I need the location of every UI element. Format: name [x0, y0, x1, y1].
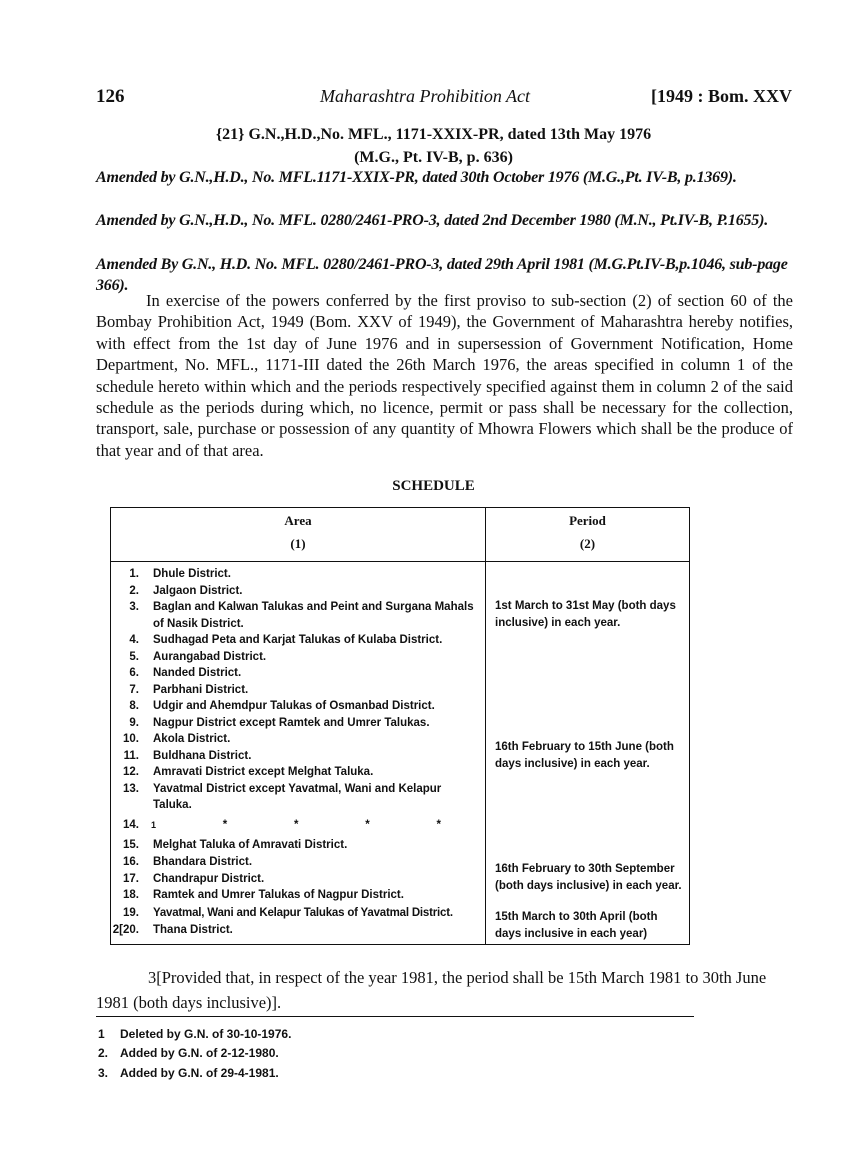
footnote-text: Added by G.N. of 2-12-1980. — [120, 1046, 279, 1060]
row-area: Dhule District. — [153, 568, 231, 580]
row-number: 2[20. — [112, 923, 139, 936]
notification-body: In exercise of the powers conferred by the first proviso to sub-section (2) of section 60 of the Bombay Prohibition Act, 1949 (Bom. XXV of 1949), the Government of Maharashtra hereby notifies, with effect from the 1st day of June 1976 and in supersession of Government Notification, Home Department, No. MFL., 1171-III dated the 26th March 1976, the areas specified in column 1 of the schedule hereto within which and the periods respectively specified against them in column 2 of the said schedule as the periods during which, no licence, permit or pass shall be necessary for the collection, transport, sale, purchase or possession of any quantity of Mhowra Flowers which shall be the produce of that year and of that area. — [96, 291, 793, 460]
row-number: 8. — [129, 700, 139, 712]
footnote — [98, 1046, 279, 1060]
omission-marks — [151, 817, 441, 834]
column-divider — [485, 508, 486, 944]
row-area: Ramtek and Umrer Talukas of Nagpur District. — [153, 889, 404, 901]
footnote — [98, 1027, 291, 1041]
column-number-period: (2) — [579, 536, 596, 551]
footnote-text: Added by G.N. of 29-4-1981. — [120, 1066, 279, 1080]
star-icon: * — [294, 819, 299, 831]
row-area: Jalgaon District. — [153, 584, 243, 597]
row-area: Nagpur District except Ramtek and Umrer Talukas. — [153, 716, 430, 729]
row-number: 11. — [123, 749, 139, 762]
footnote-text: Deleted by G.N. of 30-10-1976. — [120, 1027, 292, 1041]
period-cell: 16th February to 15th June (both days inclusive) in each year. — [495, 741, 674, 770]
row-number: 6. — [129, 667, 139, 679]
period-cell: 16th February to 30th September (both days inclusive) in each year. — [495, 863, 682, 892]
row-number: 14. — [123, 819, 139, 831]
period-cell: 15th March to 30th April (both days inclusive in each year) — [495, 911, 658, 940]
row-number: 15. — [123, 839, 139, 851]
row-number: 13. — [123, 782, 139, 795]
row-number: 3. — [129, 601, 139, 613]
row-number: 1. — [129, 568, 139, 580]
row-area: Udgir and Ahemdpur Talukas of Osmanbad District. — [153, 700, 435, 712]
row-number: 17. — [123, 872, 139, 885]
row-area: Bhandara District. — [153, 856, 253, 868]
running-title: Maharashtra Prohibition Act — [320, 86, 531, 106]
proviso-text: 3[Provided that, in respect of the year 1981, the period shall be 15th March 1981 to 30th June 1981 (both days inclusive)]. — [96, 968, 767, 1012]
header-divider — [111, 561, 689, 562]
row-number: 5. — [129, 650, 139, 663]
act-reference: [1949 : Bom. XXV — [651, 86, 792, 106]
row-area: Aurangabad District. — [153, 650, 267, 663]
row-area: Buldhana District. — [153, 749, 252, 762]
period-cell: 1st March to 31st May (both days inclusive) in each year. — [495, 600, 676, 629]
column-header-period: Period — [569, 513, 606, 528]
row-area: Nanded District. — [153, 667, 242, 679]
row-area: Yavatmal District except Yavatmal, Wani and Kelapur Taluka. — [153, 782, 442, 811]
row-area: Melghat Taluka of Amravati District. — [153, 839, 348, 851]
amendment-note: Amended by G.N.,H.D., No. MFL.1171-XXIX-PR, dated 30th October 1976 (M.G.,Pt. IV-B, p.1369). — [96, 169, 737, 186]
column-number-area: (1) — [290, 536, 306, 551]
row-number: 16. — [123, 856, 139, 868]
row-number: 2. — [129, 584, 139, 597]
row-area: Yavatmal, Wani and Kelapur Talukas of Yavatmal District. — [153, 907, 453, 919]
page-number: 126 — [96, 86, 125, 107]
footnote — [98, 1066, 279, 1080]
amendment-note: Amended by G.N.,H.D., No. MFL. 0280/2461-PRO-3, dated 2nd December 1980 (M.N., Pt.IV-B, P.1655). — [96, 212, 769, 229]
row-number: 10. — [123, 733, 139, 745]
schedule-title: SCHEDULE — [392, 478, 475, 494]
row-number: 12. — [123, 766, 139, 778]
footnote-ref: 1 — [151, 820, 157, 830]
footnote-divider — [96, 1016, 694, 1017]
star-icon: * — [436, 819, 441, 831]
row-area: Baglan and Kalwan Talukas and Peint and Surgana Mahals of Nasik District. — [153, 601, 474, 630]
row-area: Thana District. — [153, 923, 233, 936]
row-area: Amravati District except Melghat Taluka. — [153, 766, 374, 778]
star-icon: * — [365, 819, 370, 831]
row-area: Parbhani District. — [153, 683, 249, 696]
column-header-area: Area — [284, 513, 312, 528]
row-number: 9. — [129, 716, 139, 729]
schedule-table — [110, 507, 690, 945]
row-area: Chandrapur District. — [153, 872, 265, 885]
footnote-number: 3. — [98, 1066, 109, 1080]
footnote-number: 2. — [98, 1046, 109, 1060]
row-number: 7. — [129, 683, 139, 696]
footnote-number: 1 — [98, 1027, 105, 1041]
amendment-note: Amended By G.N., H.D. No. MFL. 0280/2461-PRO-3, dated 29th April 1981 (M.G.Pt.IV-B,p.1046, sub-page 366). — [96, 256, 788, 294]
notification-gazette-ref: (M.G., Pt. IV-B, p. 636) — [354, 149, 513, 166]
row-number: 4. — [129, 634, 139, 646]
row-area: Akola District. — [153, 733, 231, 745]
row-number: 19. — [123, 907, 139, 919]
star-icon: * — [222, 819, 228, 831]
notification-title: {21} G.N.,H.D.,No. MFL., 1171-XXIX-PR, dated 13th May 1976 — [215, 126, 652, 143]
row-number: 18. — [123, 889, 139, 901]
row-area: Sudhagad Peta and Karjat Talukas of Kulaba District. — [153, 634, 443, 646]
